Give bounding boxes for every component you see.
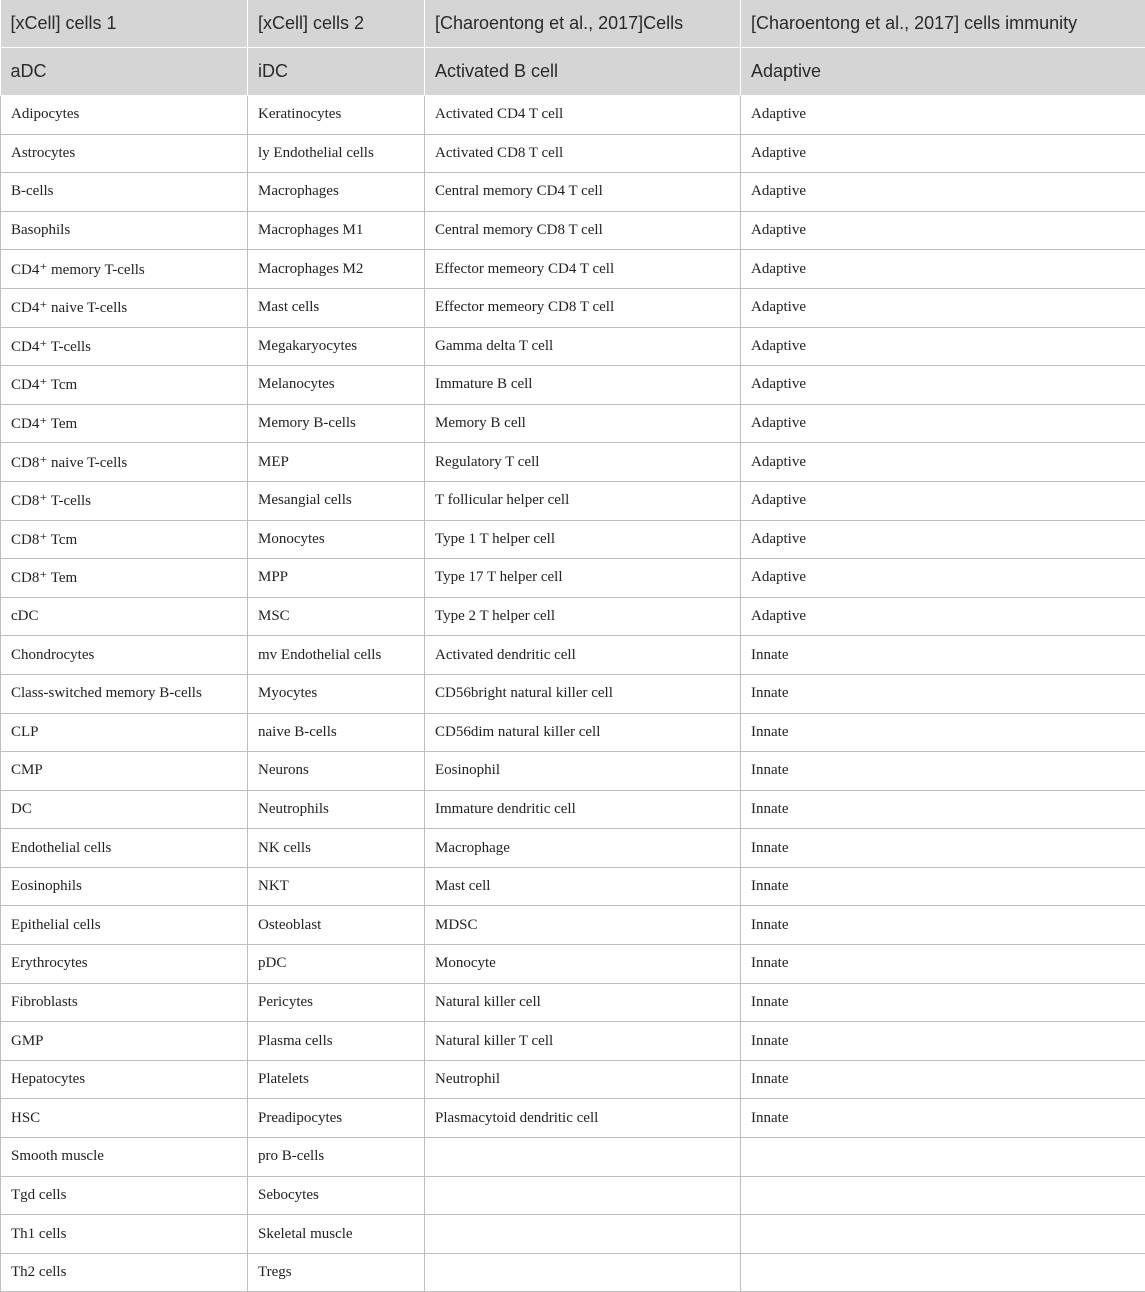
- table-cell: [425, 1253, 741, 1292]
- table-cell: Natural killer T cell: [425, 1022, 741, 1061]
- table-cell: Th1 cells: [1, 1215, 248, 1254]
- table-cell: Adaptive: [741, 443, 1145, 482]
- table-cell: MPP: [248, 559, 425, 598]
- table-cell: Central memory CD4 T cell: [425, 173, 741, 212]
- table-cell: Pericytes: [248, 983, 425, 1022]
- table-cell: Innate: [741, 829, 1145, 868]
- table-cell: Macrophages: [248, 173, 425, 212]
- table-cell: Adaptive: [741, 173, 1145, 212]
- table-cell: Central memory CD8 T cell: [425, 211, 741, 250]
- table-row: [1, 1138, 1145, 1177]
- table-row: [1, 790, 1145, 829]
- table-row: [1, 134, 1145, 173]
- table-cell: [425, 1138, 741, 1177]
- table-cell: Epithelial cells: [1, 906, 248, 945]
- table-row: [1, 366, 1145, 405]
- table-cell: Smooth muscle: [1, 1138, 248, 1177]
- table-cell: Plasmacytoid dendritic cell: [425, 1099, 741, 1138]
- table-cell: Neurons: [248, 752, 425, 791]
- table-row: [1, 597, 1145, 636]
- table-cell: Mast cell: [425, 867, 741, 906]
- table-cell: naive B-cells: [248, 713, 425, 752]
- column-header-charoentong-immunity: [Charoentong et al., 2017] cells immunity: [741, 0, 1145, 48]
- table-cell: Regulatory T cell: [425, 443, 741, 482]
- table-cell: mv Endothelial cells: [248, 636, 425, 675]
- table-cell: [741, 1176, 1145, 1215]
- table-cell: Innate: [741, 674, 1145, 713]
- table-cell: Erythrocytes: [1, 945, 248, 984]
- table-cell: Adaptive: [741, 366, 1145, 405]
- table-cell: MSC: [248, 597, 425, 636]
- table-row: [1, 752, 1145, 791]
- table-row: [1, 1099, 1145, 1138]
- subheader-cell: Activated B cell: [425, 48, 741, 96]
- table-row: [1, 1022, 1145, 1061]
- table-cell: DC: [1, 790, 248, 829]
- column-header-xcell-2: [xCell] cells 2: [248, 0, 425, 48]
- table-row: [1, 1176, 1145, 1215]
- table-row: [1, 96, 1145, 135]
- table-row: [1, 288, 1145, 327]
- table-cell: Innate: [741, 867, 1145, 906]
- table-cell: Innate: [741, 1022, 1145, 1061]
- table-row: [1, 1253, 1145, 1292]
- table-cell: [425, 1215, 741, 1254]
- table-cell: ly Endothelial cells: [248, 134, 425, 173]
- table-row: [1, 211, 1145, 250]
- column-header-row: [1, 0, 1145, 48]
- table-cell: Macrophage: [425, 829, 741, 868]
- table-row: [1, 829, 1145, 868]
- table-cell: Memory B-cells: [248, 404, 425, 443]
- table-cell: Hepatocytes: [1, 1060, 248, 1099]
- table-cell: Adaptive: [741, 250, 1145, 289]
- table-cell: Adaptive: [741, 559, 1145, 598]
- table-row: [1, 867, 1145, 906]
- table-cell: Activated CD8 T cell: [425, 134, 741, 173]
- table-row: [1, 404, 1145, 443]
- table-row: [1, 1215, 1145, 1254]
- table-cell: Neutrophil: [425, 1060, 741, 1099]
- table-cell: Adaptive: [741, 481, 1145, 520]
- table-cell: Innate: [741, 983, 1145, 1022]
- table-cell: Adaptive: [741, 327, 1145, 366]
- table-cell: Astrocytes: [1, 134, 248, 173]
- table-cell: Megakaryocytes: [248, 327, 425, 366]
- table-cell: Th2 cells: [1, 1253, 248, 1292]
- table-cell: Adaptive: [741, 404, 1145, 443]
- subheader-row: [1, 48, 1145, 96]
- table-row: [1, 906, 1145, 945]
- table-cell: Basophils: [1, 211, 248, 250]
- table-cell: CD4⁺ T-cells: [1, 327, 248, 366]
- table-cell: Platelets: [248, 1060, 425, 1099]
- table-row: [1, 327, 1145, 366]
- table-cell: Tregs: [248, 1253, 425, 1292]
- table-cell: Eosinophils: [1, 867, 248, 906]
- table-cell: cDC: [1, 597, 248, 636]
- table-row: [1, 713, 1145, 752]
- table-cell: Innate: [741, 636, 1145, 675]
- table-row: [1, 520, 1145, 559]
- table-cell: Adaptive: [741, 520, 1145, 559]
- table-cell: [425, 1176, 741, 1215]
- table-cell: Natural killer cell: [425, 983, 741, 1022]
- table-cell: CD4⁺ memory T-cells: [1, 250, 248, 289]
- table-cell: Adaptive: [741, 134, 1145, 173]
- table-cell: HSC: [1, 1099, 248, 1138]
- table-cell: Adaptive: [741, 597, 1145, 636]
- subheader-cell: iDC: [248, 48, 425, 96]
- table-row: [1, 559, 1145, 598]
- table-cell: CD8⁺ T-cells: [1, 481, 248, 520]
- table-row: [1, 173, 1145, 212]
- table-cell: CD8⁺ naive T-cells: [1, 443, 248, 482]
- table-cell: Activated dendritic cell: [425, 636, 741, 675]
- table-cell: Preadipocytes: [248, 1099, 425, 1138]
- table-cell: Immature B cell: [425, 366, 741, 405]
- table-cell: CD4⁺ naive T-cells: [1, 288, 248, 327]
- table-cell: Innate: [741, 752, 1145, 791]
- table-cell: Class-switched memory B-cells: [1, 674, 248, 713]
- table-cell: MDSC: [425, 906, 741, 945]
- table-cell: [741, 1215, 1145, 1254]
- table-cell: Innate: [741, 790, 1145, 829]
- table-cell: Monocytes: [248, 520, 425, 559]
- table-row: [1, 443, 1145, 482]
- table-cell: Eosinophil: [425, 752, 741, 791]
- table-cell: T follicular helper cell: [425, 481, 741, 520]
- table-cell: CD8⁺ Tem: [1, 559, 248, 598]
- column-header-charoentong-cells: [Charoentong et al., 2017]Cells: [425, 0, 741, 48]
- table-cell: NKT: [248, 867, 425, 906]
- table-cell: Innate: [741, 1060, 1145, 1099]
- table-cell: CD8⁺ Tcm: [1, 520, 248, 559]
- table-cell: Type 17 T helper cell: [425, 559, 741, 598]
- table-cell: Innate: [741, 713, 1145, 752]
- table-cell: Endothelial cells: [1, 829, 248, 868]
- table-cell: Macrophages M1: [248, 211, 425, 250]
- table-cell: Immature dendritic cell: [425, 790, 741, 829]
- subheader-cell: aDC: [1, 48, 248, 96]
- table-cell: Gamma delta T cell: [425, 327, 741, 366]
- table-cell: Melanocytes: [248, 366, 425, 405]
- table-cell: Effector memeory CD8 T cell: [425, 288, 741, 327]
- table-cell: Macrophages M2: [248, 250, 425, 289]
- table-cell: CD56bright natural killer cell: [425, 674, 741, 713]
- table-cell: pro B-cells: [248, 1138, 425, 1177]
- table-cell: GMP: [1, 1022, 248, 1061]
- table-cell: CD56dim natural killer cell: [425, 713, 741, 752]
- table-cell: CLP: [1, 713, 248, 752]
- table-cell: Osteoblast: [248, 906, 425, 945]
- table-cell: Type 1 T helper cell: [425, 520, 741, 559]
- table-row: [1, 481, 1145, 520]
- table-cell: [741, 1253, 1145, 1292]
- table-cell: Monocyte: [425, 945, 741, 984]
- table-cell: Mesangial cells: [248, 481, 425, 520]
- table-row: [1, 945, 1145, 984]
- table-cell: Activated CD4 T cell: [425, 96, 741, 135]
- table-cell: Effector memeory CD4 T cell: [425, 250, 741, 289]
- table-cell: Adaptive: [741, 288, 1145, 327]
- table-row: [1, 250, 1145, 289]
- table-cell: NK cells: [248, 829, 425, 868]
- table-header: [1, 0, 1145, 96]
- table-cell: Fibroblasts: [1, 983, 248, 1022]
- table-cell: MEP: [248, 443, 425, 482]
- column-header-xcell-1: [xCell] cells 1: [1, 0, 248, 48]
- table-cell: Sebocytes: [248, 1176, 425, 1215]
- table-cell: Type 2 T helper cell: [425, 597, 741, 636]
- table-cell: Tgd cells: [1, 1176, 248, 1215]
- table-cell: Innate: [741, 1099, 1145, 1138]
- table-cell: CMP: [1, 752, 248, 791]
- table-cell: [741, 1138, 1145, 1177]
- table-cell: Skeletal muscle: [248, 1215, 425, 1254]
- subheader-cell: Adaptive: [741, 48, 1145, 96]
- table-cell: pDC: [248, 945, 425, 984]
- table-row: [1, 674, 1145, 713]
- table-cell: Myocytes: [248, 674, 425, 713]
- table-cell: CD4⁺ Tem: [1, 404, 248, 443]
- table-row: [1, 983, 1145, 1022]
- table-cell: Memory B cell: [425, 404, 741, 443]
- table-row: [1, 1060, 1145, 1099]
- table-cell: CD4⁺ Tcm: [1, 366, 248, 405]
- table-cell: B-cells: [1, 173, 248, 212]
- table-cell: Adaptive: [741, 211, 1145, 250]
- table-cell: Plasma cells: [248, 1022, 425, 1061]
- table-cell: Innate: [741, 906, 1145, 945]
- table-cell: Neutrophils: [248, 790, 425, 829]
- table-body: [1, 96, 1145, 1292]
- table-cell: Mast cells: [248, 288, 425, 327]
- table-row: [1, 636, 1145, 675]
- table-cell: Adaptive: [741, 96, 1145, 135]
- table-cell: Keratinocytes: [248, 96, 425, 135]
- table-cell: Adipocytes: [1, 96, 248, 135]
- table-cell: Innate: [741, 945, 1145, 984]
- table-cell: Chondrocytes: [1, 636, 248, 675]
